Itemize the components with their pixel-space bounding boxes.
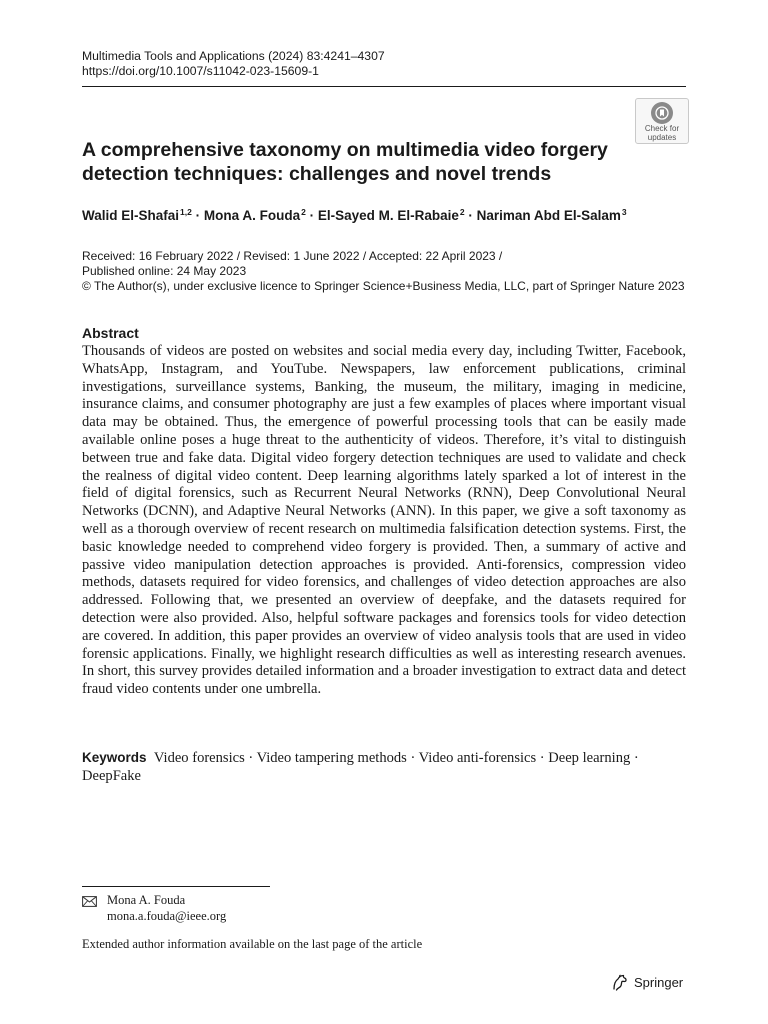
history-line-2: Published online: 24 May 2023	[82, 264, 247, 278]
author-affiliation: 1,2	[180, 207, 192, 217]
publisher-name: Springer	[634, 975, 684, 990]
author-separator: ·	[191, 208, 204, 223]
badge-line-2: updates	[647, 132, 677, 142]
author-separator: ·	[464, 208, 477, 223]
abstract-heading: Abstract	[82, 325, 139, 341]
correspondence	[82, 893, 226, 924]
footnote-rule	[82, 886, 270, 887]
author-name: Walid El-Shafai	[82, 208, 180, 223]
publisher-logo	[611, 974, 683, 991]
journal-citation	[82, 49, 385, 79]
publication-history	[82, 249, 685, 294]
author-list	[82, 207, 627, 223]
corresponding-author-name: Mona A. Fouda	[107, 893, 186, 907]
author-name: Nariman Abd El-Salam	[476, 208, 621, 223]
author-affiliation: 2	[459, 207, 465, 217]
envelope-icon	[82, 896, 97, 912]
author-name: Mona A. Fouda	[203, 208, 301, 223]
history-line-1: Received: 16 February 2022 / Revised: 1 June 2022 / Accepted: 22 April 2023 /	[82, 249, 503, 263]
keywords-label: Keywords	[82, 750, 147, 765]
author-affiliation: 2	[301, 207, 306, 217]
author-separator: ·	[305, 208, 318, 223]
corresponding-author-email[interactable]: mona.a.fouda@ieee.org	[107, 908, 227, 923]
springer-horse-icon	[611, 974, 629, 991]
badge-text	[645, 125, 679, 142]
extended-author-info: Extended author information available on the last page of the article	[82, 937, 423, 951]
journal-reference: Multimedia Tools and Applications (2024) 83:4241–4307	[82, 49, 385, 63]
badge-line-1: Check for	[644, 124, 680, 133]
abstract-text: Thousands of videos are posted on websites and social media every day, including Twitter, Facebook, WhatsApp, Instagram, and YouTube. Newspapers, law enforcement publications, criminal investigations, surveillance systems, Banking, the museum, the military, imaging in medicine, insurance claims, and consumer photography are just a few examples of places where important visual data may be obtained. Thus, the emergence of powerful processing tools that can be easily made available online poses a huge threat to the authenticity of videos. Therefore, it’s vital to distinguish between true and fake data. Digital video forgery detection techniques are used to validate and check the realness of digital video content. Deep learning algorithms lately sparked a lot of interest in the field of digital forensics, such as Recurrent Neural Networks (RNN), Deep Convolutional Neural Networks (DCNN), and Adaptive Neural Networks (ANN). In this paper, we give a soft taxonomy as well as a thorough overview of recent research on multimedia falsification detection systems. First, the basic knowledge needed to comprehend video forgery is provided. Then, a summary of active and passive video manipulation detection approaches is provided. Anti-forensics, compression video methods, datasets required for video forensics, and challenges of video detection approaches are also addressed. Following that, we presented an overview of deepfake, and the datasets required for detection were also provided. Also, helpful software packages and forensics tools for video detection are covered. In addition, this paper provides an overview of video analysis tools that are used in video forensic applications. Finally, we highlight research difficulties as well as interesting research avenues. In short, this survey provides detailed information and a broader investigation to extract data and detect fraud video contents under one umbrella.	[82, 343, 686, 698]
doi-link[interactable]: https://doi.org/10.1007/s11042-023-15609-1	[82, 64, 319, 78]
author-affiliation: 3	[621, 207, 627, 217]
keywords-list: Video forensics · Video tampering methods · Video anti-forensics · Deep learning · DeepFake	[82, 750, 639, 784]
author-name: El-Sayed M. El-Rabaie	[317, 208, 459, 223]
header-rule	[82, 86, 686, 87]
check-for-updates-badge[interactable]	[635, 98, 689, 144]
bookmark-icon	[651, 102, 673, 124]
keywords	[82, 749, 686, 785]
copyright-line: © The Author(s), under exclusive licence to Springer Science+Business Media, LLC, part of Springer Nature 2023	[82, 279, 685, 293]
paper-title: A comprehensive taxonomy on multimedia video forgery detection techniques: challenges and novel trends	[82, 139, 608, 185]
